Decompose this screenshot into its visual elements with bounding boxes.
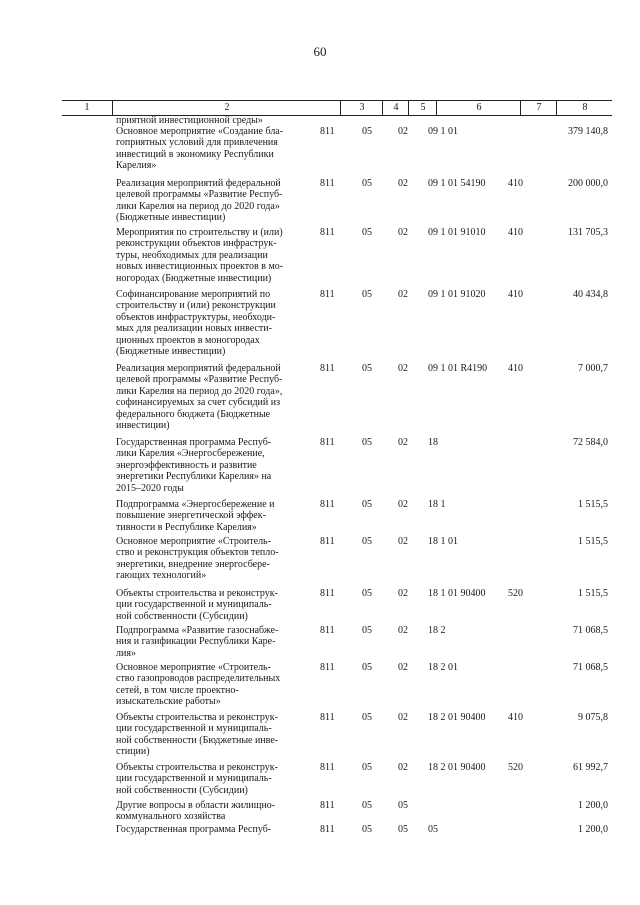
header-col-3: 3	[340, 101, 383, 115]
row-col-8: 379 140,8	[568, 126, 608, 137]
row-col-5: 02	[398, 227, 408, 238]
row-name-line: Мероприятия по строительству и (или)	[116, 227, 283, 238]
header-col-7: 7	[520, 101, 557, 115]
row-col-8: 1 515,5	[578, 499, 608, 510]
row-name-line: приятной инвестиционной среды»	[116, 115, 263, 126]
row-name-line: лики Карелия на период до 2020 года»	[116, 200, 280, 212]
row-name	[116, 800, 300, 823]
row-name-line: туры, необходимых для реализации	[116, 249, 268, 261]
row-col-7: 410	[508, 712, 523, 723]
row-col-3: 811	[320, 126, 335, 137]
row-name-line: ной собственности (Субсидии)	[116, 784, 248, 796]
row-col-8: 40 434,8	[573, 289, 608, 300]
row-col-4: 05	[362, 178, 372, 189]
row-name-line: инвестиции)	[116, 420, 170, 432]
row-name-line: целевой программы «Развитие Респуб-	[116, 189, 283, 201]
row-col-4: 05	[362, 536, 372, 547]
header-col-5: 5	[408, 101, 437, 115]
row-col-6: 18 2 01 90400	[428, 762, 486, 773]
row-col-4: 05	[362, 289, 372, 300]
row-col-8: 72 584,0	[573, 437, 608, 448]
row-name-line: Основное мероприятие «Строитель-	[116, 536, 271, 547]
row-col-4: 05	[362, 499, 372, 510]
row-name-line: федерального бюджета (Бюджетные	[116, 408, 271, 420]
row-name-line: (Бюджетные инвестиции)	[116, 212, 226, 224]
row-col-4: 05	[362, 662, 372, 673]
row-name-line: стиции)	[116, 746, 150, 758]
row-name	[116, 289, 300, 357]
row-col-8: 71 068,5	[573, 662, 608, 673]
header-col-6: 6	[436, 101, 521, 115]
row-col-6: 09 1 01 91010	[428, 227, 486, 238]
row-col-8: 200 000,0	[568, 178, 608, 189]
row-name-line: (Бюджетные инвестиции)	[116, 346, 226, 358]
row-col-3: 811	[320, 363, 335, 374]
row-col-4: 05	[362, 126, 372, 137]
row-name-line: тивности в Республике Карелия»	[116, 521, 257, 533]
row-col-5: 02	[398, 662, 408, 673]
row-col-3: 811	[320, 536, 335, 547]
row-name-line: Подпрограмма «Развитие газоснабже-	[116, 625, 279, 636]
row-col-4: 05	[362, 800, 372, 811]
row-name-line: инвестиций в экономику Республики	[116, 148, 274, 160]
row-col-4: 05	[362, 437, 372, 448]
row-name	[116, 588, 300, 622]
row-col-4: 05	[362, 588, 372, 599]
row-col-5: 05	[398, 824, 408, 835]
row-col-7: 410	[508, 178, 523, 189]
row-name	[116, 227, 300, 284]
row-col-6: 05	[428, 824, 438, 835]
row-col-8: 1 515,5	[578, 536, 608, 547]
row-col-6: 18 1 01 90400	[428, 588, 486, 599]
header-col-2: 2	[112, 101, 341, 115]
row-name	[116, 363, 300, 431]
row-col-4: 05	[362, 625, 372, 636]
row-name-line: Реализация мероприятий федеральной	[116, 363, 281, 374]
row-col-5: 02	[398, 178, 408, 189]
row-name-line: лия»	[116, 647, 136, 659]
row-name-line: повышение энергетической эффек-	[116, 510, 266, 522]
row-col-7: 410	[508, 363, 523, 374]
row-col-3: 811	[320, 437, 335, 448]
row-col-3: 811	[320, 289, 335, 300]
row-col-8: 7 000,7	[578, 363, 608, 374]
row-col-8: 131 705,3	[568, 227, 608, 238]
row-name-line: ции государственной и муниципаль-	[116, 599, 272, 611]
row-col-4: 05	[362, 762, 372, 773]
row-col-7: 410	[508, 227, 523, 238]
row-name-line: ционных проектов в моногородах	[116, 334, 260, 346]
row-col-7: 520	[508, 588, 523, 599]
row-col-5: 02	[398, 712, 408, 723]
row-name-line: ство газопроводов распределительных	[116, 673, 281, 685]
page-number: 60	[313, 44, 327, 59]
row-name-line: Объекты строительства и реконструк-	[116, 712, 278, 723]
row-name-line: гоприятных условий для привлечения	[116, 137, 278, 149]
row-name	[116, 437, 300, 494]
row-col-3: 811	[320, 227, 335, 238]
row-col-5: 02	[398, 437, 408, 448]
row-col-8: 1 200,0	[578, 824, 608, 835]
row-name-line: ногородах (Бюджетные инвестиции)	[116, 272, 272, 284]
row-col-7: 520	[508, 762, 523, 773]
row-col-8: 1 200,0	[578, 800, 608, 811]
row-name-line: реконструкции объектов инфраструк-	[116, 238, 277, 250]
row-name-line: ния и газификации Республики Каре-	[116, 636, 276, 648]
row-name-line: Государственная программа Респуб-	[116, 824, 272, 835]
row-col-8: 71 068,5	[573, 625, 608, 636]
row-col-5: 02	[398, 588, 408, 599]
row-name-line: лики Карелия «Энергосбережение,	[116, 448, 265, 460]
row-col-4: 05	[362, 227, 372, 238]
row-col-5: 05	[398, 800, 408, 811]
row-name-line: коммунального хозяйства	[116, 811, 226, 823]
row-name	[116, 824, 300, 835]
row-col-3: 811	[320, 712, 335, 723]
row-col-4: 05	[362, 712, 372, 723]
row-col-3: 811	[320, 588, 335, 599]
row-name-line: Государственная программа Респуб-	[116, 437, 272, 448]
row-col-4: 05	[362, 824, 372, 835]
row-col-6: 18 1 01	[428, 536, 458, 547]
row-name-line: ции государственной и муниципаль-	[116, 773, 272, 785]
row-name-line: изыскательские работы»	[116, 696, 221, 708]
row-name-line: гающих технологий»	[116, 570, 207, 582]
row-col-6: 18	[428, 437, 438, 448]
row-name-line: Софинансирование мероприятий по	[116, 289, 271, 300]
row-col-5: 02	[398, 363, 408, 374]
row-name-line: 2015–2020 годы	[116, 482, 184, 494]
row-col-5: 02	[398, 625, 408, 636]
row-col-8: 1 515,5	[578, 588, 608, 599]
row-col-3: 811	[320, 800, 335, 811]
row-col-3: 811	[320, 762, 335, 773]
row-name-line: ной собственности (Бюджетные инве-	[116, 734, 279, 746]
row-col-8: 9 075,8	[578, 712, 608, 723]
row-col-5: 02	[398, 499, 408, 510]
row-col-6: 09 1 01 54190	[428, 178, 486, 189]
row-name-line: ство и реконструкция объектов тепло-	[116, 547, 279, 559]
row-name-line: Основное мероприятие «Строитель-	[116, 662, 271, 673]
row-col-6: 18 2	[428, 625, 446, 636]
header-col-4: 4	[382, 101, 409, 115]
row-name-line: энергетики, внедрение энергосбере-	[116, 558, 270, 570]
row-col-3: 811	[320, 625, 335, 636]
row-col-5: 02	[398, 762, 408, 773]
row-name	[116, 662, 300, 708]
row-name	[116, 115, 300, 126]
row-name-line: Карелия»	[116, 160, 157, 172]
row-name-line: софинансируемых за счет субсидий из	[116, 397, 281, 409]
row-name-line: Основное мероприятие «Создание бла-	[116, 126, 284, 137]
row-col-3: 811	[320, 178, 335, 189]
row-name-line: новых инвестиционных проектов в мо-	[116, 261, 284, 273]
row-col-6: 18 2 01	[428, 662, 458, 673]
row-name-line: целевой программы «Развитие Респуб-	[116, 374, 283, 386]
row-name-line: Объекты строительства и реконструк-	[116, 762, 278, 773]
row-col-5: 02	[398, 126, 408, 137]
row-name-line: ной собственности (Субсидии)	[116, 610, 248, 622]
row-name	[116, 178, 300, 224]
row-name-line: сетей, в том числе проектно-	[116, 684, 239, 696]
row-col-6: 09 1 01 91020	[428, 289, 486, 300]
row-name-line: мых для реализации новых инвести-	[116, 323, 272, 335]
row-name-line: лики Карелия на период до 2020 года»,	[116, 385, 283, 397]
row-col-7: 410	[508, 289, 523, 300]
row-name	[116, 625, 300, 659]
row-col-5: 02	[398, 289, 408, 300]
row-name-line: объектов инфраструктуры, необходи-	[116, 311, 276, 323]
row-col-6: 18 2 01 90400	[428, 712, 486, 723]
row-name-line: Подпрограмма «Энергосбережение и	[116, 499, 275, 510]
row-name-line: строительству и (или) реконструкции	[116, 300, 276, 312]
row-col-3: 811	[320, 662, 335, 673]
header-col-1: 1	[84, 102, 90, 113]
row-name-line: ции государственной и муниципаль-	[116, 723, 272, 735]
row-col-3: 811	[320, 499, 335, 510]
row-col-4: 05	[362, 363, 372, 374]
row-col-8: 61 992,7	[573, 762, 608, 773]
header-col-8: 8	[556, 101, 613, 115]
row-name	[116, 499, 300, 533]
row-col-6: 09 1 01 R4190	[428, 363, 488, 374]
row-name-line: энергетики Республики Карелия» на	[116, 471, 272, 483]
row-name	[116, 762, 300, 796]
row-name-line: энергоэффективность и развитие	[116, 459, 257, 471]
row-name	[116, 126, 300, 172]
row-col-6: 18 1	[428, 499, 446, 510]
row-col-5: 02	[398, 536, 408, 547]
row-name-line: Другие вопросы в области жилищно-	[116, 800, 276, 811]
row-name-line: Объекты строительства и реконструк-	[116, 588, 278, 599]
row-name-line: Реализация мероприятий федеральной	[116, 178, 281, 189]
row-col-6: 09 1 01	[428, 126, 458, 137]
row-name	[116, 712, 300, 758]
row-name	[116, 536, 300, 582]
row-col-3: 811	[320, 824, 335, 835]
